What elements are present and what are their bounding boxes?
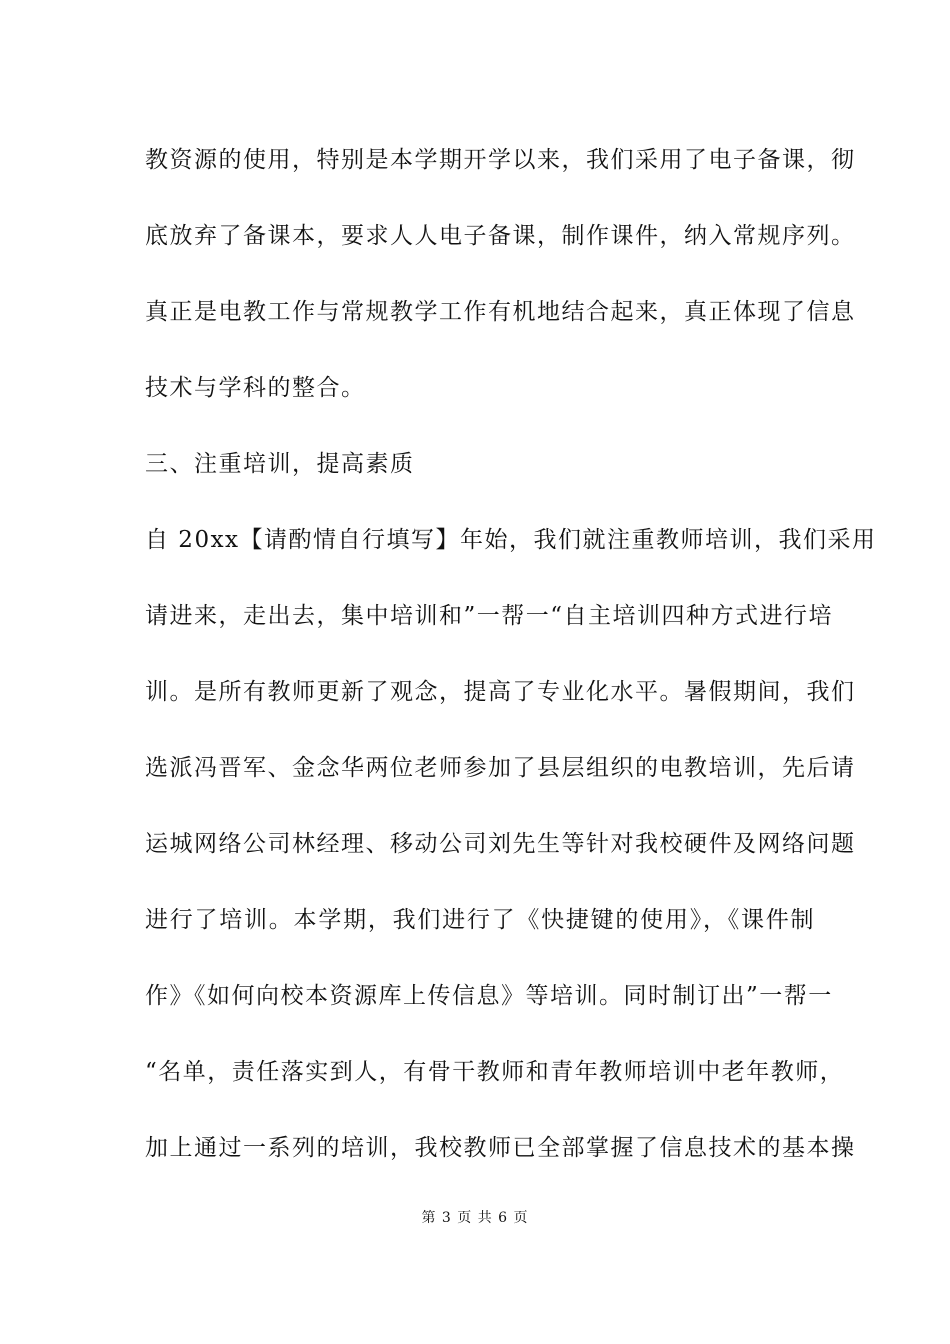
page-number-footer: 第 3 页 共 6 页	[421, 1210, 529, 1226]
body-text-line: 加上通过一系列的培训，我校教师已全部掌握了信息技术的基本操	[145, 1135, 856, 1161]
section-heading: 三、注重培训，提高素质	[145, 451, 415, 477]
body-text-line: “名单，责任落实到人，有骨干教师和青年教师培训中老年教师，	[145, 1059, 845, 1085]
body-text-line: 请进来，走出去，集中培训和”一帮一“自主培训四种方式进行培	[145, 603, 834, 629]
body-text-line: 选派冯晋军、金念华两位老师参加了县层组织的电教培训，先后请	[145, 755, 856, 781]
body-text-line: 进行了培训。本学期，我们进行了《快捷键的使用》，《课件制	[145, 907, 815, 933]
body-text-line: 教资源的使用，特别是本学期开学以来，我们采用了电子备课，彻	[145, 147, 856, 173]
body-text-line: 技术与学科的整合。	[145, 375, 366, 401]
body-text-line: 真正是电教工作与常规教学工作有机地结合起来，真正体现了信息	[145, 299, 856, 325]
body-text-line: 底放弃了备课本，要求人人电子备课，制作课件，纳入常规序列。	[145, 223, 856, 249]
body-text-line: 作》《如何向校本资源库上传信息》等培训。同时制订出”一帮一	[145, 983, 833, 1009]
body-text-line: 训。是所有教师更新了观念，提高了专业化水平。暑假期间，我们	[145, 679, 856, 705]
body-text-line: 运城网络公司林经理、移动公司刘先生等针对我校硬件及网络问题	[145, 831, 856, 857]
body-text-line: 自 20xx【请酌情自行填写】年始，我们就注重教师培训，我们采用	[145, 527, 877, 553]
